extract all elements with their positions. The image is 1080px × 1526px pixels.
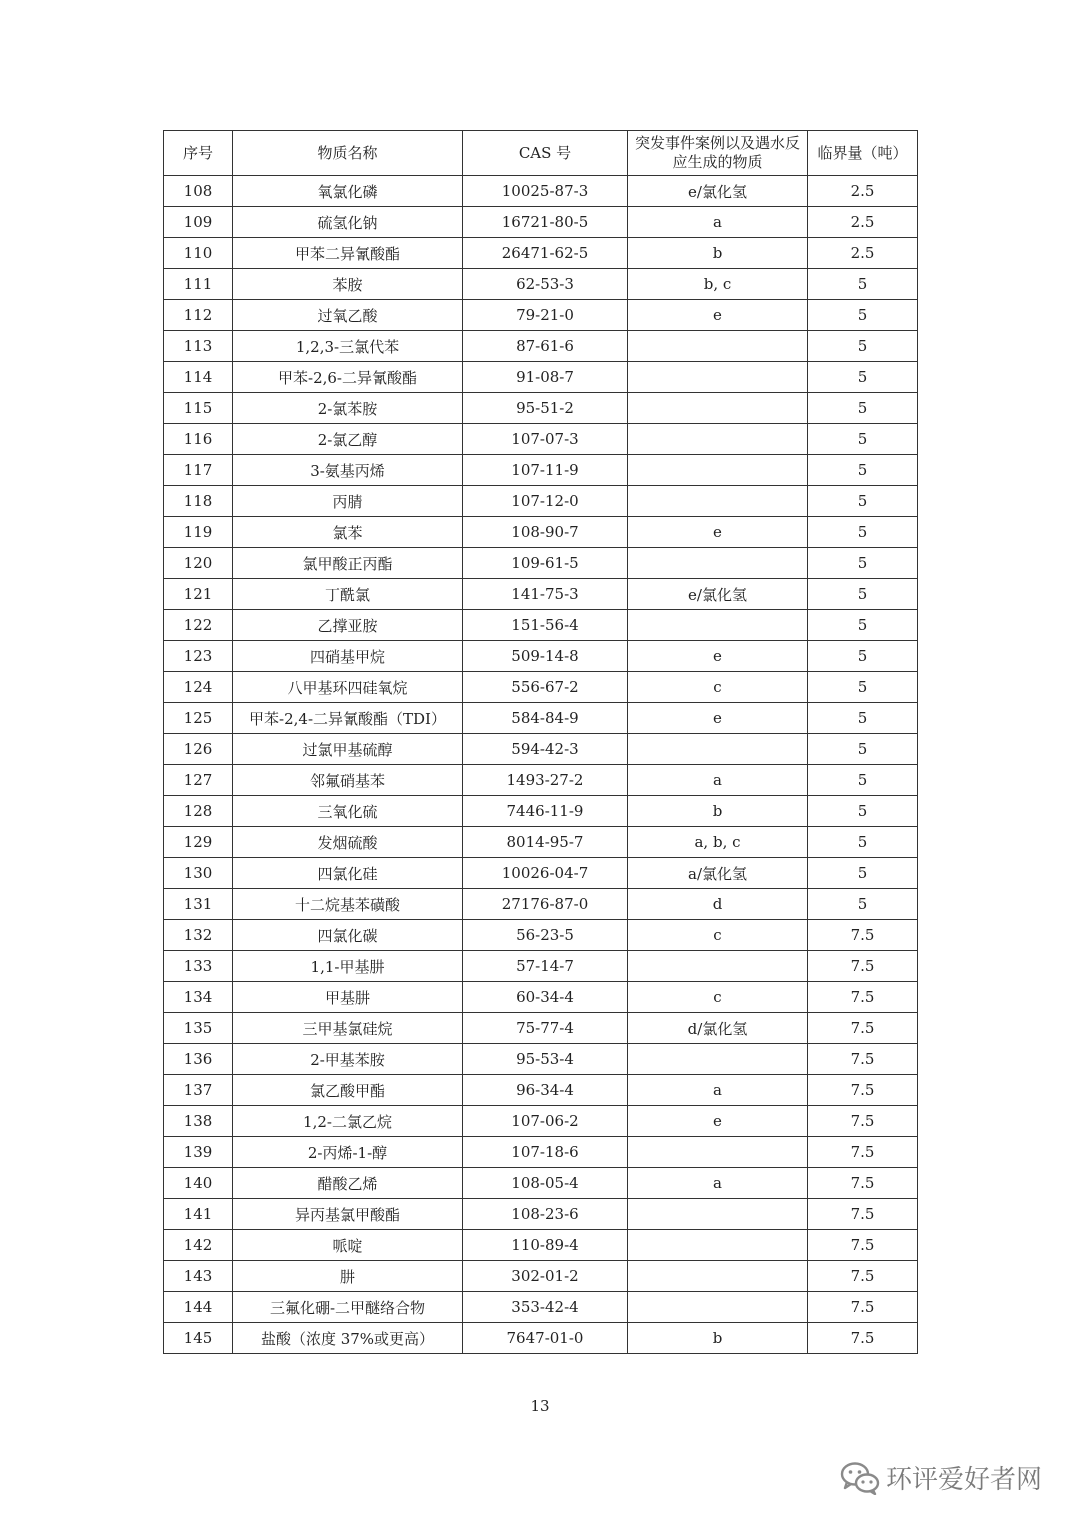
cell-threshold: 5 <box>808 393 918 424</box>
cell-substance-name: 邻氟硝基苯 <box>233 765 463 796</box>
table-header-row <box>164 131 918 176</box>
cell-reaction-products <box>628 1044 808 1075</box>
cell-threshold: 5 <box>808 331 918 362</box>
cell-reaction-products <box>628 1230 808 1261</box>
cell-reaction-products <box>628 1292 808 1323</box>
cell-threshold: 5 <box>808 734 918 765</box>
table-row <box>164 796 918 827</box>
cell-threshold: 7.5 <box>808 1261 918 1292</box>
cell-threshold: 5 <box>808 827 918 858</box>
table-row <box>164 207 918 238</box>
cell-cas-number: 75-77-4 <box>463 1013 628 1044</box>
table-row <box>164 765 918 796</box>
cell-threshold: 5 <box>808 362 918 393</box>
cell-index: 115 <box>164 393 233 424</box>
cell-cas-number: 107-11-9 <box>463 455 628 486</box>
table-row <box>164 1292 918 1323</box>
cell-reaction-products <box>628 331 808 362</box>
cell-cas-number: 1493-27-2 <box>463 765 628 796</box>
cell-threshold: 5 <box>808 765 918 796</box>
table-row <box>164 1075 918 1106</box>
cell-threshold: 7.5 <box>808 1323 918 1354</box>
cell-substance-name: 三氧化硫 <box>233 796 463 827</box>
cell-substance-name: 2-氯乙醇 <box>233 424 463 455</box>
cell-reaction-products: a <box>628 207 808 238</box>
cell-reaction-products: e <box>628 1106 808 1137</box>
table-row <box>164 176 918 207</box>
cell-threshold: 5 <box>808 517 918 548</box>
cell-cas-number: 27176-87-0 <box>463 889 628 920</box>
cell-substance-name: 哌啶 <box>233 1230 463 1261</box>
table-row <box>164 703 918 734</box>
cell-reaction-products: d/氯化氢 <box>628 1013 808 1044</box>
cell-cas-number: 109-61-5 <box>463 548 628 579</box>
cell-reaction-products: c <box>628 982 808 1013</box>
cell-cas-number: 107-12-0 <box>463 486 628 517</box>
cell-substance-name: 三氟化硼-二甲醚络合物 <box>233 1292 463 1323</box>
cell-cas-number: 108-23-6 <box>463 1199 628 1230</box>
table-row <box>164 672 918 703</box>
substance-table <box>163 130 918 1354</box>
table-row <box>164 300 918 331</box>
cell-index: 126 <box>164 734 233 765</box>
cell-cas-number: 8014-95-7 <box>463 827 628 858</box>
cell-index: 132 <box>164 920 233 951</box>
cell-threshold: 5 <box>808 548 918 579</box>
cell-cas-number: 26471-62-5 <box>463 238 628 269</box>
cell-reaction-products: b, c <box>628 269 808 300</box>
cell-cas-number: 95-51-2 <box>463 393 628 424</box>
cell-reaction-products <box>628 734 808 765</box>
table-row <box>164 1168 918 1199</box>
cell-cas-number: 594-42-3 <box>463 734 628 765</box>
cell-threshold: 5 <box>808 889 918 920</box>
cell-threshold: 7.5 <box>808 1230 918 1261</box>
cell-reaction-products <box>628 393 808 424</box>
cell-index: 133 <box>164 951 233 982</box>
cell-substance-name: 甲苯-2,6-二异氰酸酯 <box>233 362 463 393</box>
table-row <box>164 1044 918 1075</box>
table-row <box>164 920 918 951</box>
cell-index: 124 <box>164 672 233 703</box>
cell-substance-name: 3-氨基丙烯 <box>233 455 463 486</box>
cell-threshold: 5 <box>808 672 918 703</box>
table-row <box>164 238 918 269</box>
wechat-icon <box>840 1461 880 1495</box>
cell-cas-number: 7647-01-0 <box>463 1323 628 1354</box>
cell-cas-number: 56-23-5 <box>463 920 628 951</box>
cell-reaction-products <box>628 424 808 455</box>
cell-reaction-products <box>628 1261 808 1292</box>
cell-reaction-products <box>628 1199 808 1230</box>
table-row <box>164 610 918 641</box>
cell-index: 142 <box>164 1230 233 1261</box>
cell-index: 127 <box>164 765 233 796</box>
cell-cas-number: 107-18-6 <box>463 1137 628 1168</box>
cell-index: 140 <box>164 1168 233 1199</box>
table-row <box>164 1261 918 1292</box>
cell-cas-number: 62-53-3 <box>463 269 628 300</box>
cell-cas-number: 16721-80-5 <box>463 207 628 238</box>
cell-index: 121 <box>164 579 233 610</box>
cell-substance-name: 2-氯苯胺 <box>233 393 463 424</box>
cell-index: 136 <box>164 1044 233 1075</box>
cell-index: 143 <box>164 1261 233 1292</box>
header-cas-number: CAS 号 <box>463 131 628 176</box>
cell-substance-name: 醋酸乙烯 <box>233 1168 463 1199</box>
cell-cas-number: 79-21-0 <box>463 300 628 331</box>
cell-threshold: 5 <box>808 796 918 827</box>
cell-reaction-products: b <box>628 1323 808 1354</box>
table-row <box>164 1137 918 1168</box>
cell-threshold: 7.5 <box>808 1168 918 1199</box>
cell-index: 120 <box>164 548 233 579</box>
table-row <box>164 548 918 579</box>
cell-index: 117 <box>164 455 233 486</box>
cell-index: 134 <box>164 982 233 1013</box>
cell-substance-name: 1,2,3-三氯代苯 <box>233 331 463 362</box>
cell-threshold: 5 <box>808 269 918 300</box>
cell-index: 114 <box>164 362 233 393</box>
cell-cas-number: 110-89-4 <box>463 1230 628 1261</box>
header-index: 序号 <box>164 131 233 176</box>
cell-threshold: 7.5 <box>808 1044 918 1075</box>
cell-index: 125 <box>164 703 233 734</box>
header-reaction-products: 突发事件案例以及遇水反应生成的物质 <box>628 131 808 176</box>
cell-threshold: 7.5 <box>808 1199 918 1230</box>
cell-substance-name: 肼 <box>233 1261 463 1292</box>
cell-index: 109 <box>164 207 233 238</box>
cell-index: 108 <box>164 176 233 207</box>
cell-threshold: 7.5 <box>808 1013 918 1044</box>
cell-reaction-products <box>628 951 808 982</box>
cell-substance-name: 甲苯-2,4-二异氰酸酯（TDI） <box>233 703 463 734</box>
table-row <box>164 455 918 486</box>
cell-cas-number: 10025-87-3 <box>463 176 628 207</box>
cell-threshold: 5 <box>808 858 918 889</box>
cell-index: 119 <box>164 517 233 548</box>
cell-cas-number: 556-67-2 <box>463 672 628 703</box>
cell-cas-number: 95-53-4 <box>463 1044 628 1075</box>
cell-cas-number: 108-90-7 <box>463 517 628 548</box>
cell-cas-number: 151-56-4 <box>463 610 628 641</box>
cell-substance-name: 氧氯化磷 <box>233 176 463 207</box>
cell-reaction-products <box>628 455 808 486</box>
cell-reaction-products: e <box>628 300 808 331</box>
cell-threshold: 5 <box>808 579 918 610</box>
cell-reaction-products: a <box>628 1168 808 1199</box>
cell-cas-number: 87-61-6 <box>463 331 628 362</box>
cell-cas-number: 107-06-2 <box>463 1106 628 1137</box>
cell-reaction-products: a <box>628 1075 808 1106</box>
cell-threshold: 7.5 <box>808 920 918 951</box>
table-row <box>164 1230 918 1261</box>
cell-threshold: 2.5 <box>808 207 918 238</box>
cell-substance-name: 丙腈 <box>233 486 463 517</box>
cell-index: 110 <box>164 238 233 269</box>
cell-substance-name: 盐酸（浓度 37%或更高） <box>233 1323 463 1354</box>
table-body <box>164 176 918 1354</box>
cell-threshold: 5 <box>808 424 918 455</box>
cell-cas-number: 302-01-2 <box>463 1261 628 1292</box>
cell-index: 141 <box>164 1199 233 1230</box>
cell-reaction-products: e <box>628 641 808 672</box>
cell-substance-name: 异丙基氯甲酸酯 <box>233 1199 463 1230</box>
table-row <box>164 858 918 889</box>
cell-reaction-products: b <box>628 238 808 269</box>
cell-reaction-products: c <box>628 920 808 951</box>
cell-index: 123 <box>164 641 233 672</box>
cell-reaction-products <box>628 362 808 393</box>
table-row <box>164 331 918 362</box>
cell-cas-number: 60-34-4 <box>463 982 628 1013</box>
cell-cas-number: 10026-04-7 <box>463 858 628 889</box>
cell-threshold: 7.5 <box>808 1137 918 1168</box>
cell-substance-name: 氯苯 <box>233 517 463 548</box>
cell-index: 112 <box>164 300 233 331</box>
cell-threshold: 7.5 <box>808 1292 918 1323</box>
cell-reaction-products: e/氯化氢 <box>628 176 808 207</box>
cell-index: 128 <box>164 796 233 827</box>
cell-threshold: 5 <box>808 455 918 486</box>
cell-reaction-products: e <box>628 517 808 548</box>
cell-threshold: 7.5 <box>808 1106 918 1137</box>
table-row <box>164 1199 918 1230</box>
cell-threshold: 2.5 <box>808 238 918 269</box>
cell-substance-name: 甲基肼 <box>233 982 463 1013</box>
cell-cas-number: 141-75-3 <box>463 579 628 610</box>
cell-cas-number: 108-05-4 <box>463 1168 628 1199</box>
watermark <box>840 1459 1042 1496</box>
cell-index: 118 <box>164 486 233 517</box>
cell-substance-name: 甲苯二异氰酸酯 <box>233 238 463 269</box>
table-row <box>164 951 918 982</box>
cell-index: 131 <box>164 889 233 920</box>
table-row <box>164 641 918 672</box>
cell-index: 113 <box>164 331 233 362</box>
cell-substance-name: 氯乙酸甲酯 <box>233 1075 463 1106</box>
cell-substance-name: 四氯化碳 <box>233 920 463 951</box>
table-row <box>164 982 918 1013</box>
cell-index: 111 <box>164 269 233 300</box>
cell-reaction-products: e/氯化氢 <box>628 579 808 610</box>
cell-threshold: 5 <box>808 300 918 331</box>
cell-substance-name: 三甲基氯硅烷 <box>233 1013 463 1044</box>
table-row <box>164 517 918 548</box>
cell-cas-number: 96-34-4 <box>463 1075 628 1106</box>
cell-substance-name: 1,1-甲基肼 <box>233 951 463 982</box>
watermark-text: 环评爱好者网 <box>886 1465 1043 1495</box>
cell-substance-name: 四氯化硅 <box>233 858 463 889</box>
cell-reaction-products: d <box>628 889 808 920</box>
cell-threshold: 7.5 <box>808 951 918 982</box>
cell-threshold: 5 <box>808 641 918 672</box>
cell-cas-number: 509-14-8 <box>463 641 628 672</box>
cell-index: 129 <box>164 827 233 858</box>
cell-index: 139 <box>164 1137 233 1168</box>
table-row <box>164 1323 918 1354</box>
cell-substance-name: 氯甲酸正丙酯 <box>233 548 463 579</box>
cell-cas-number: 584-84-9 <box>463 703 628 734</box>
cell-reaction-products: a, b, c <box>628 827 808 858</box>
cell-substance-name: 2-甲基苯胺 <box>233 1044 463 1075</box>
cell-index: 145 <box>164 1323 233 1354</box>
cell-substance-name: 过氯甲基硫醇 <box>233 734 463 765</box>
cell-substance-name: 乙撑亚胺 <box>233 610 463 641</box>
cell-substance-name: 1,2-二氯乙烷 <box>233 1106 463 1137</box>
cell-cas-number: 107-07-3 <box>463 424 628 455</box>
cell-index: 122 <box>164 610 233 641</box>
cell-reaction-products: c <box>628 672 808 703</box>
cell-reaction-products <box>628 1137 808 1168</box>
cell-reaction-products: e <box>628 703 808 734</box>
cell-reaction-products <box>628 486 808 517</box>
cell-substance-name: 丁酰氯 <box>233 579 463 610</box>
cell-reaction-products <box>628 548 808 579</box>
cell-index: 116 <box>164 424 233 455</box>
cell-substance-name: 八甲基环四硅氧烷 <box>233 672 463 703</box>
cell-threshold: 5 <box>808 703 918 734</box>
cell-cas-number: 353-42-4 <box>463 1292 628 1323</box>
cell-reaction-products: a/氯化氢 <box>628 858 808 889</box>
cell-reaction-products: a <box>628 765 808 796</box>
header-substance-name: 物质名称 <box>233 131 463 176</box>
cell-threshold: 5 <box>808 486 918 517</box>
table-row <box>164 579 918 610</box>
cell-reaction-products <box>628 610 808 641</box>
cell-index: 130 <box>164 858 233 889</box>
cell-index: 144 <box>164 1292 233 1323</box>
table-row <box>164 1013 918 1044</box>
cell-index: 137 <box>164 1075 233 1106</box>
cell-substance-name: 四硝基甲烷 <box>233 641 463 672</box>
table-row <box>164 486 918 517</box>
cell-threshold: 2.5 <box>808 176 918 207</box>
cell-threshold: 7.5 <box>808 1075 918 1106</box>
table-row <box>164 734 918 765</box>
cell-substance-name: 过氧乙酸 <box>233 300 463 331</box>
cell-substance-name: 十二烷基苯磺酸 <box>233 889 463 920</box>
cell-substance-name: 发烟硫酸 <box>233 827 463 858</box>
cell-cas-number: 7446-11-9 <box>463 796 628 827</box>
cell-cas-number: 91-08-7 <box>463 362 628 393</box>
table-row <box>164 269 918 300</box>
cell-index: 135 <box>164 1013 233 1044</box>
table-row <box>164 424 918 455</box>
table-row <box>164 889 918 920</box>
cell-substance-name: 硫氢化钠 <box>233 207 463 238</box>
cell-cas-number: 57-14-7 <box>463 951 628 982</box>
table-row <box>164 393 918 424</box>
cell-substance-name: 2-丙烯-1-醇 <box>233 1137 463 1168</box>
cell-threshold: 7.5 <box>808 982 918 1013</box>
cell-threshold: 5 <box>808 610 918 641</box>
table-row <box>164 1106 918 1137</box>
cell-substance-name: 苯胺 <box>233 269 463 300</box>
cell-index: 138 <box>164 1106 233 1137</box>
table-row <box>164 362 918 393</box>
page-number: 13 <box>530 1397 550 1415</box>
table-row <box>164 827 918 858</box>
header-threshold: 临界量（吨） <box>808 131 918 176</box>
cell-reaction-products: b <box>628 796 808 827</box>
